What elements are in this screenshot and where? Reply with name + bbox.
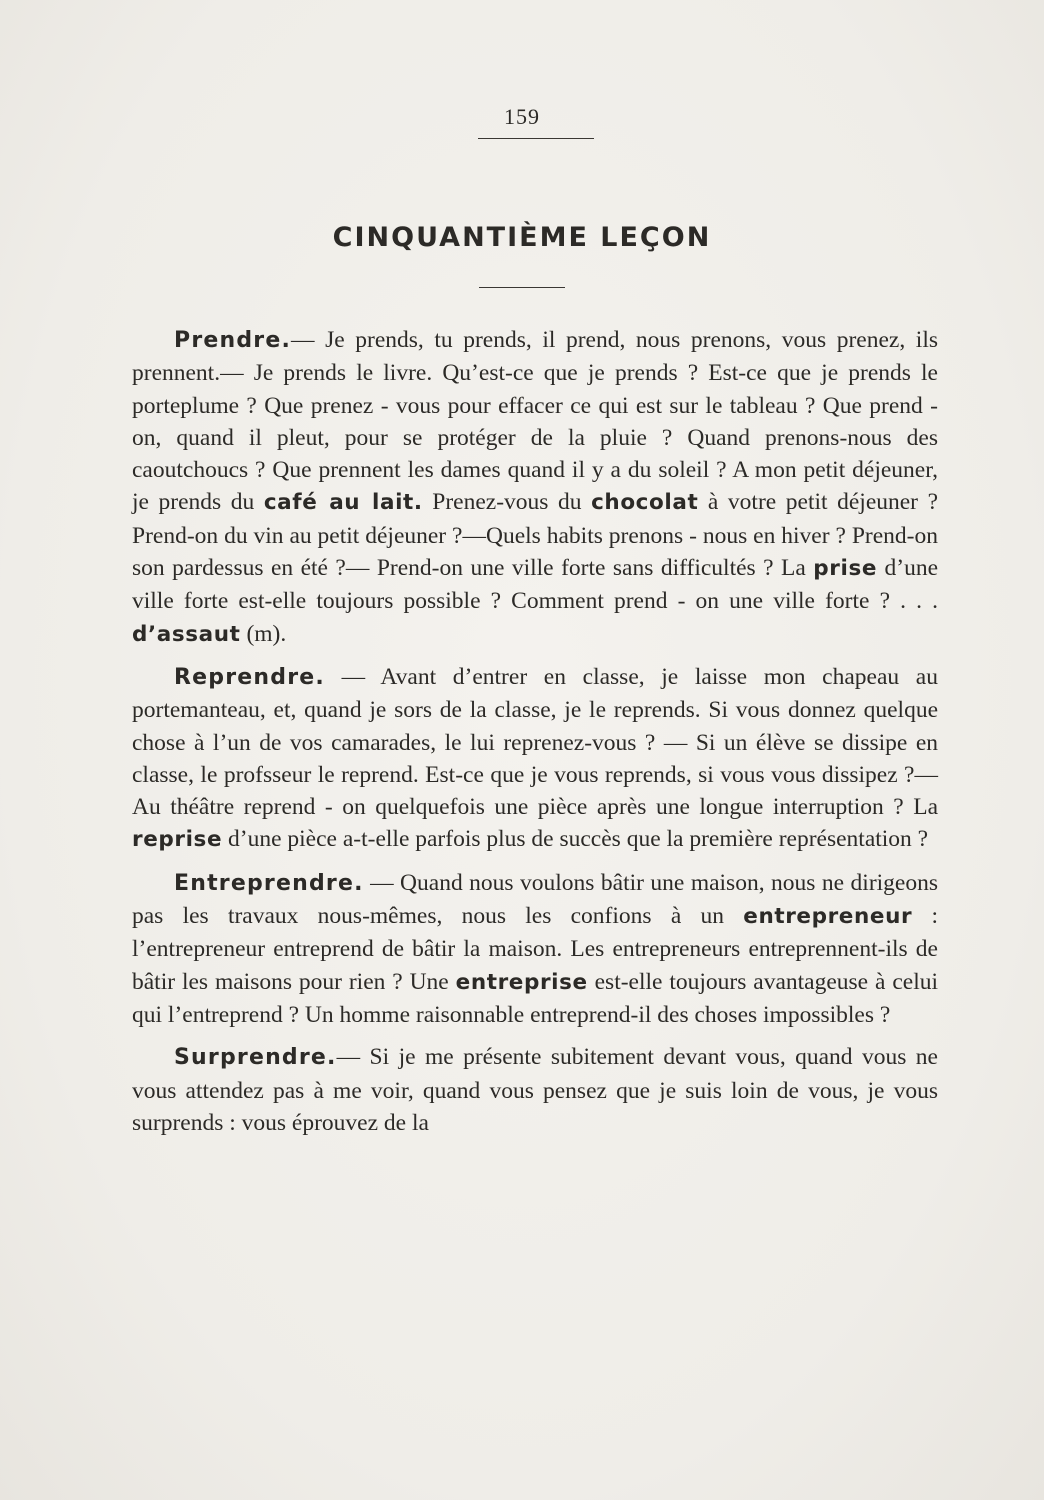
keyword: d’assaut [132,621,241,647]
keyword: entrepreneur [743,904,913,930]
paragraph-text: (m). [240,620,287,647]
lesson-body [132,324,938,1139]
paragraph [132,1041,938,1139]
paragraph-text: — Quand nous voulons bâtir une maison, nous ne dirigeons pas les travaux nous-mêmes, nous les confions à un [132,869,938,930]
keyword: chocolat [591,490,699,516]
paragraph-text: d’une ville forte est-elle toujours possible ? Comment prend - on une ville forte ? . . . [132,555,938,615]
paragraph-text: est-elle toujours avantageuse à celui qui l’entreprend ? Un homme raisonnable entreprend-il des choses impossibles ? [132,968,938,1028]
headword: Surprendre. [174,1045,337,1071]
page-number: 159 [504,104,540,129]
chapter-title: CINQUANTIÈME LEÇON [332,222,712,253]
paragraph [132,324,938,651]
paragraph-text: — Avant d’entrer en classe, je laisse mon chapeau au portemanteau, et, quand je sors de la classe, je le reprends. Si vous donnez quelque chose à l’un de vos camarades, le lui reprenez-vous ? — Si un élève se dissipe en classe, le profsseur le reprend. Est-ce que je vous reprends, si vous vous dissipez ?— Au théâtre reprend - on quelquefois une pièce après une longue interruption ? La [132,663,938,821]
title-rule [479,287,565,288]
paragraph-text: Prenez-vous du [422,489,592,516]
paragraph-text: à votre petit déjeuner ? Prend-on du vin au petit déjeuner ?—Quels habits prenons - nous en hiver ? Prend-on son pardessus en été ?— Prend-on une ville forte sans difficultés ? La [132,489,939,582]
headword: Reprendre. [174,664,325,690]
keyword: prise [813,556,878,582]
keyword: café au lait. [263,490,423,516]
paragraph [132,661,938,857]
keyword: reprise [132,827,223,853]
paragraph-text: d’une pièce a-t-elle parfois plus de succès que la première représentation ? [222,826,929,853]
paragraph-text: : l’entrepreneur entreprend de bâtir la maison. Les entrepreneurs entreprennent-ils de bâtir les maisons pour rien ? Une [132,903,938,995]
header-rule [478,138,594,139]
paragraph-text: — Si je me présente subitement devant vous, quand vous ne vous attendez pas à me voir, quand vous pensez que je suis loin de vous, je vous surprends : vous éprouvez de la [132,1044,938,1136]
paragraph [132,867,938,1031]
headword: Prendre. [174,328,292,353]
paragraph-text: — Je prends, tu prends, il prend, nous prenons, vous prenez, ils prennent.— Je prends le livre. Qu’est-ce que je prends ? Est-ce que je prends le porteplume ? Que prenez - vous pour effacer ce qui est sur le tableau ? Que prend - on, quand il pleut, pour se protéger de la pluie ? Quand prenons-nous des caoutchoucs ? Que prennent les dames quand il y a du soleil ? A mon petit déjeuner, je prends du [132,327,938,516]
keyword: entreprise [455,969,588,995]
headword: Entreprendre. [174,870,364,896]
